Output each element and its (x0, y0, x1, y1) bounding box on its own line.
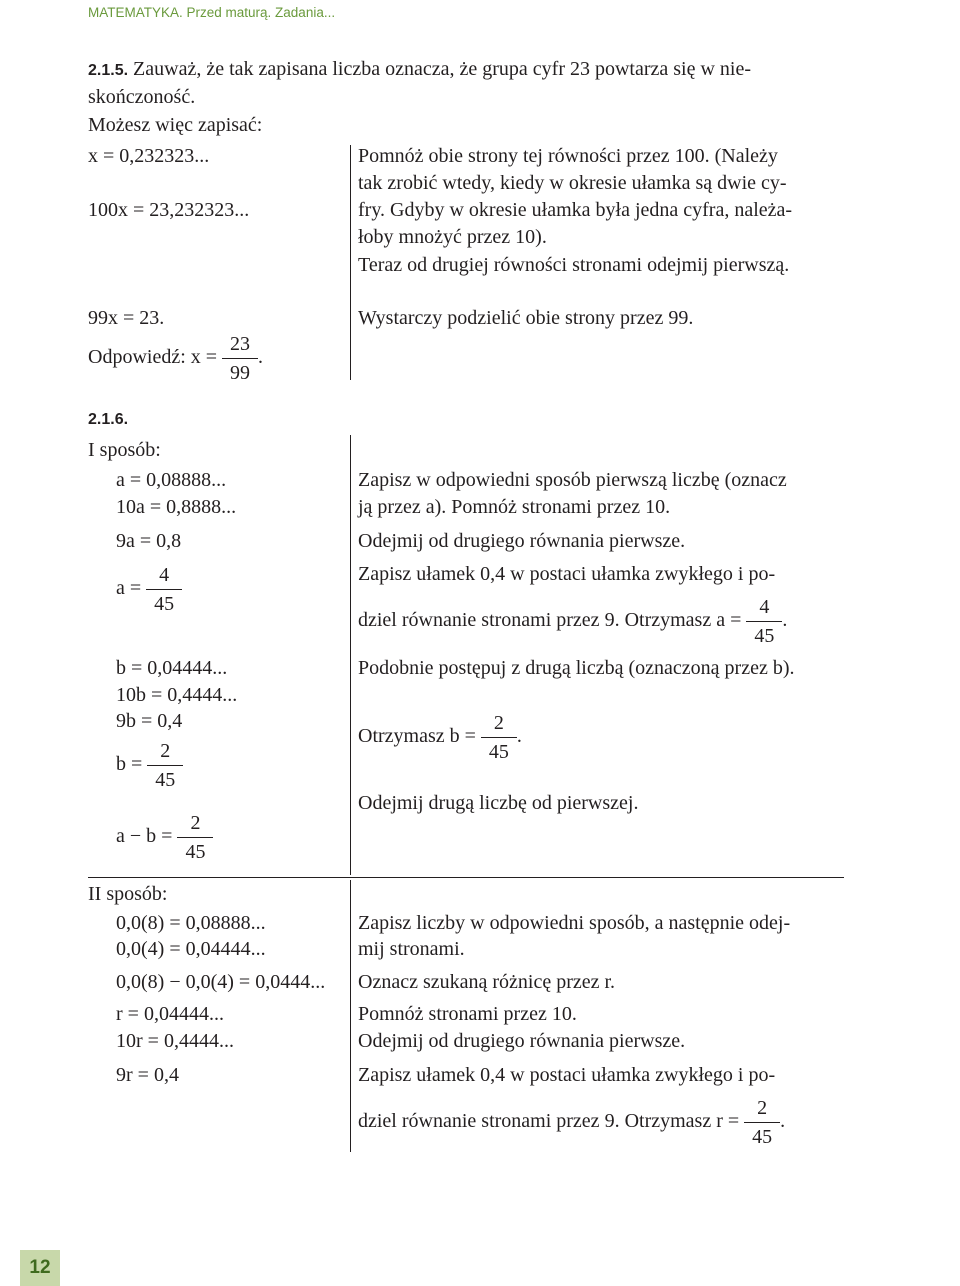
note-m1-3: Odejmij od drugiego równania pierwsze. (358, 530, 686, 552)
note-fraction-r-numerator: 2 (744, 1094, 780, 1123)
column-divider-215 (350, 145, 351, 380)
eq-b3: 9b = 0,4 (116, 710, 183, 732)
note-m1-6: Podobnie postępuj z drugą liczbą (oznaczoną przez b). (358, 657, 795, 679)
note-m1-5-suffix: . (782, 609, 788, 632)
eq-m2-1: 0,0(8) = 0,08888... (116, 912, 266, 934)
eq-a2: 10a = 0,8888... (116, 496, 237, 518)
fraction-difference-denominator: 45 (185, 841, 206, 863)
note-215-5: Teraz od drugiej równości stronami odejmij pierwszą. (358, 254, 790, 276)
method-1-title: I sposób: (88, 439, 161, 461)
problem-label-215: 2.1.5. (88, 62, 129, 79)
eq-m2-4: r = 0,04444... (116, 1003, 224, 1025)
eq-b1: b = 0,04444... (116, 657, 228, 679)
fraction-difference (177, 809, 213, 866)
problem-215-intro-line1 (88, 56, 751, 84)
note-fraction-a-denominator: 45 (754, 625, 775, 647)
eq-99x: 99x = 23. (88, 307, 165, 329)
note-fraction-a (746, 593, 782, 650)
intro-text-3: Możesz więc zapisać: (88, 114, 263, 136)
note-m2-3: Oznacz szukaną różnicę przez r. (358, 971, 616, 993)
note-m2-6: Zapisz ułamek 0,4 w postaci ułamka zwykłego i po- (358, 1064, 776, 1086)
note-215-1: Pomnóż obie strony tej równości przez 100. (Należy (358, 145, 778, 167)
note-m1-7-suffix: . (516, 725, 522, 748)
note-m2-7-prefix: dziel równanie stronami przez 9. Otrzymasz r = (358, 1110, 740, 1133)
eq-a4 (116, 561, 182, 618)
fraction-b-numerator: 2 (147, 737, 183, 766)
note-m1-8: Odejmij drugą liczbę od pierwszej. (358, 792, 639, 814)
running-header: MATEMATYKA. Przed maturą. Zadania... (88, 5, 336, 20)
note-fraction-b (481, 709, 517, 766)
eq-a3: 9a = 0,8 (116, 530, 182, 552)
note-fraction-b-numerator: 2 (481, 709, 517, 738)
fraction-b (147, 737, 183, 794)
method-separator (88, 877, 844, 878)
note-m1-7 (358, 709, 522, 766)
intro-text-1: Zauważ, że tak zapisana liczba oznacza, że grupa cyfr 23 powtarza się w nie- (133, 58, 752, 80)
intro-text-2: skończoność. (88, 86, 196, 108)
answer-prefix: Odpowiedź: x = (88, 346, 218, 369)
note-m2-4: Pomnóż stronami przez 10. (358, 1003, 577, 1025)
problem-label-216: 2.1.6. (88, 411, 129, 428)
eq-m2-5: 10r = 0,4444... (116, 1030, 234, 1052)
answer-numerator: 23 (222, 330, 258, 359)
fraction-a (146, 561, 182, 618)
column-divider-method-2 (350, 880, 351, 1152)
fraction-difference-numerator: 2 (177, 809, 213, 838)
eq-m2-2: 0,0(4) = 0,04444... (116, 938, 266, 960)
page-number: 12 (20, 1250, 60, 1286)
note-fraction-r-denominator: 45 (752, 1126, 773, 1148)
method-2-title: II sposób: (88, 883, 168, 905)
note-m2-2: mij stronami. (358, 938, 465, 960)
note-fraction-a-numerator: 4 (746, 593, 782, 622)
note-m2-7-suffix: . (780, 1110, 786, 1133)
eq-m2-6: 9r = 0,4 (116, 1064, 179, 1086)
note-215-6: Wystarczy podzielić obie strony przez 99. (358, 307, 694, 329)
note-m1-5-prefix: dziel równanie stronami przez 9. Otrzymasz a = (358, 609, 742, 632)
note-m1-4: Zapisz ułamek 0,4 w postaci ułamka zwykłego i po- (358, 563, 776, 585)
eq-b4 (116, 737, 183, 794)
eq-x: x = 0,232323... (88, 145, 210, 167)
note-m1-5 (358, 593, 787, 650)
eq-b2: 10b = 0,4444... (116, 684, 238, 706)
fraction-a-numerator: 4 (146, 561, 182, 590)
eq-a1: a = 0,08888... (116, 469, 227, 491)
note-m1-1: Zapisz w odpowiedni sposób pierwszą liczbę (oznacz (358, 469, 787, 491)
answer-denominator: 99 (230, 362, 251, 384)
eq-difference-prefix: a − b = (116, 825, 173, 848)
answer-suffix: . (258, 346, 264, 369)
eq-a4-prefix: a = (116, 577, 142, 600)
note-fraction-r (744, 1094, 780, 1151)
fraction-a-denominator: 45 (154, 593, 175, 615)
note-m2-5: Odejmij od drugiego równania pierwsze. (358, 1030, 686, 1052)
note-m2-1: Zapisz liczby w odpowiedni sposób, a następnie odej- (358, 912, 791, 934)
eq-difference (116, 809, 213, 866)
column-divider-method-1 (350, 435, 351, 875)
eq-m2-3: 0,0(8) − 0,0(4) = 0,0444... (116, 971, 326, 993)
note-215-4: łoby mnożyć przez 10). (358, 226, 547, 248)
answer-215 (88, 330, 263, 387)
note-215-2: tak zrobić wtedy, kiedy w okresie ułamka są dwie cy- (358, 172, 787, 194)
note-m1-7-prefix: Otrzymasz b = (358, 725, 476, 748)
note-m2-7 (358, 1094, 785, 1151)
note-m1-2: ją przez a). Pomnóż stronami przez 10. (358, 496, 671, 518)
eq-b4-prefix: b = (116, 753, 143, 776)
answer-fraction (222, 330, 258, 387)
note-fraction-b-denominator: 45 (488, 741, 509, 763)
note-215-3: fry. Gdyby w okresie ułamka była jedna cyfra, należa- (358, 199, 793, 221)
fraction-b-denominator: 45 (155, 769, 176, 791)
eq-100x: 100x = 23,232323... (88, 199, 250, 221)
